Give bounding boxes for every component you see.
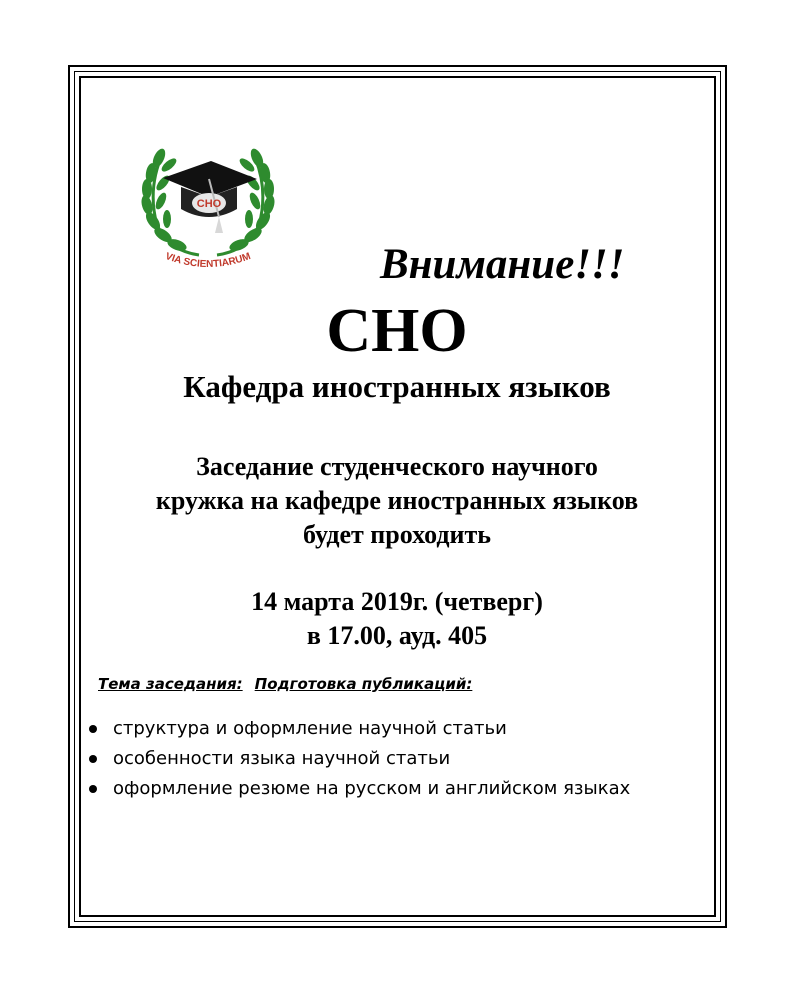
topic-value: Подготовка публикаций: (254, 675, 473, 693)
department-title: Кафедра иностранных языков (183, 369, 611, 404)
org-title: СНО (326, 297, 468, 365)
list-item (88, 746, 630, 776)
list-item (88, 776, 630, 806)
topic-label: Тема заседания: (98, 675, 243, 693)
meeting-topic (98, 675, 472, 693)
sno-logo (133, 133, 283, 279)
meeting-announcement (0, 450, 794, 552)
meeting-time-place: в 17.00, ауд. 405 (306, 621, 488, 650)
list-item-text: особенности языка научной статьи (113, 748, 451, 769)
logo-motto: VIA SCIENTIARUM (163, 250, 253, 271)
list-item-text: оформление резюме на русском и английском языках (113, 778, 631, 799)
logo-cap-text: СНО (196, 198, 222, 210)
bullet-icon (89, 725, 97, 733)
announcement-line: кружка на кафедре иностранных языков (155, 486, 639, 515)
meeting-schedule (0, 585, 794, 653)
meeting-date: 14 марта 2019г. (четверг) (251, 587, 543, 616)
attention-heading: Внимание!!! (380, 241, 625, 288)
bullet-icon (89, 755, 97, 763)
announcement-line: Заседание студенческого научного (196, 452, 598, 481)
announcement-line: будет проходить (302, 520, 492, 549)
topic-items-list (88, 716, 630, 806)
graduation-cap-icon (163, 161, 257, 233)
list-item (88, 716, 630, 746)
list-item-text: структура и оформление научной статьи (113, 718, 507, 739)
bullet-icon (89, 785, 97, 793)
